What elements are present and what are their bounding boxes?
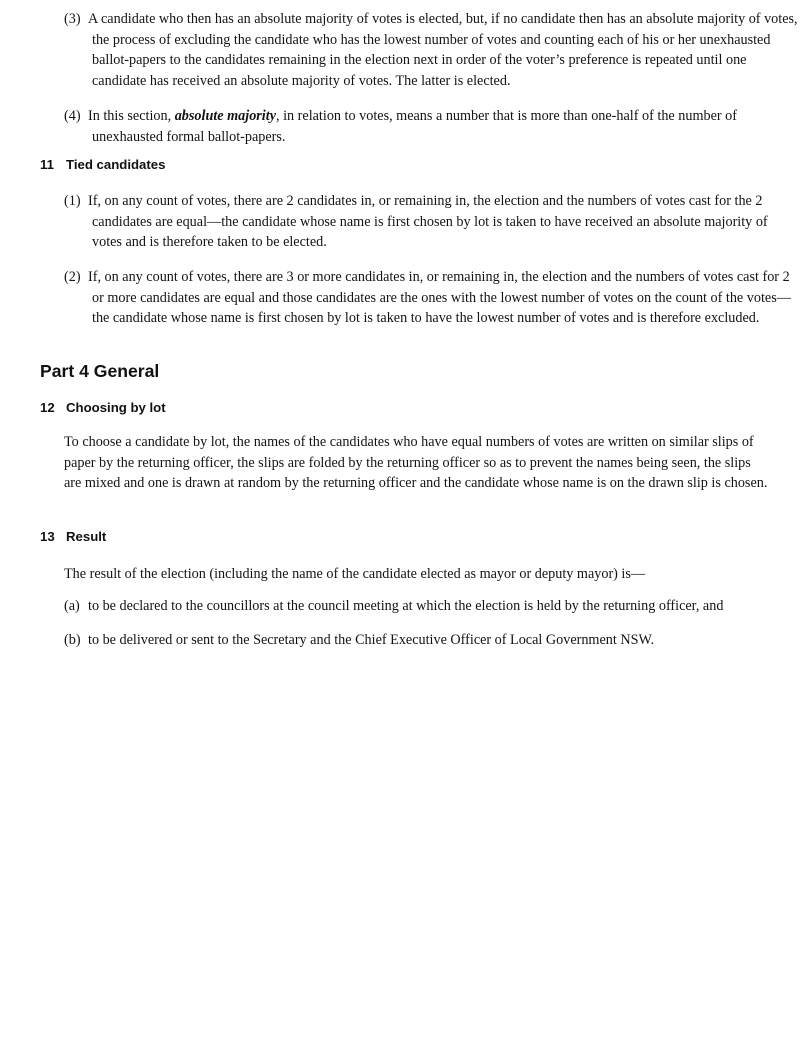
- section-number: 12: [40, 400, 55, 415]
- subsection-text-before: In this section,: [88, 108, 175, 124]
- item-text: to be declared to the councillors at the council meeting at which the election is held by the returning officer, and: [88, 598, 724, 614]
- subsection-text: If, on any count of votes, there are 2 candidates in, or remaining in, the election and the numbers of votes cast for the 2 candidates are equal—the candidate whose name is first chosen by lot is taken to have received an absolute majority of votes and is therefore taken to be elected.: [88, 193, 768, 251]
- subsection-10-4: [64, 106, 798, 147]
- list-item: [64, 630, 794, 651]
- subsection-10-3: [64, 9, 798, 91]
- subsection-number: (1): [64, 193, 81, 209]
- subsection-11-2: [64, 267, 798, 329]
- list-item: [64, 596, 794, 617]
- subsection-number: (2): [64, 269, 81, 285]
- section-number: 11: [40, 157, 54, 172]
- subsection-number: (4): [64, 108, 81, 124]
- item-label: (b): [64, 632, 81, 648]
- subsection-11-1: [64, 191, 798, 253]
- defined-term: absolute majority: [174, 108, 276, 124]
- subsection-text: If, on any count of votes, there are 3 or more candidates in, or remaining in, the election and the numbers of votes cast for 2 or more candidates are equal and those candidates are the ones with the lowest number of votes on the count of the votes—the candidate whose name is first chosen by lot is taken to have the lowest number of votes and is therefore excluded.: [88, 269, 791, 327]
- subsection-number: (3): [64, 11, 81, 27]
- section-title: Result: [66, 529, 107, 544]
- subsection-text-after: , in relation to votes, means a number that is more than one-half of the number of unexhausted formal ballot-papers.: [92, 108, 737, 145]
- section-title: Tied candidates: [66, 157, 166, 172]
- item-label: (a): [64, 598, 80, 614]
- item-text: to be delivered or sent to the Secretary and the Chief Executive Officer of Local Government NSW.: [88, 632, 655, 648]
- section-13-intro: The result of the election (including the name of the candidate elected as mayor or deputy mayor) is—: [64, 566, 646, 582]
- section-12-heading: [40, 400, 166, 415]
- section-11-heading: [40, 157, 165, 172]
- section-number: 13: [40, 529, 55, 544]
- section-13-heading: [40, 529, 106, 544]
- section-title: Choosing by lot: [66, 400, 166, 415]
- section-12-text: To choose a candidate by lot, the names of the candidates who have equal numbers of votes are written on similar slips of paper by the returning officer, the slips are folded by the returning officer so as to prevent the names being seen, the slips are mixed and one is drawn at random by the returning officer and the candidate whose name is on the drawn slip is chosen.: [64, 434, 768, 492]
- subsection-text: A candidate who then has an absolute majority of votes is elected, but, if no candidate then has an absolute majority of votes, the process of excluding the candidate who has the lowest number of votes and counting each of his or her unexhausted ballot-papers to the candidates remaining in the election next in order of the voter’s preference is repeated until one candidate has received an absolute majority of votes. The latter is elected.: [88, 11, 798, 89]
- part-4-heading: Part 4 General: [40, 361, 160, 381]
